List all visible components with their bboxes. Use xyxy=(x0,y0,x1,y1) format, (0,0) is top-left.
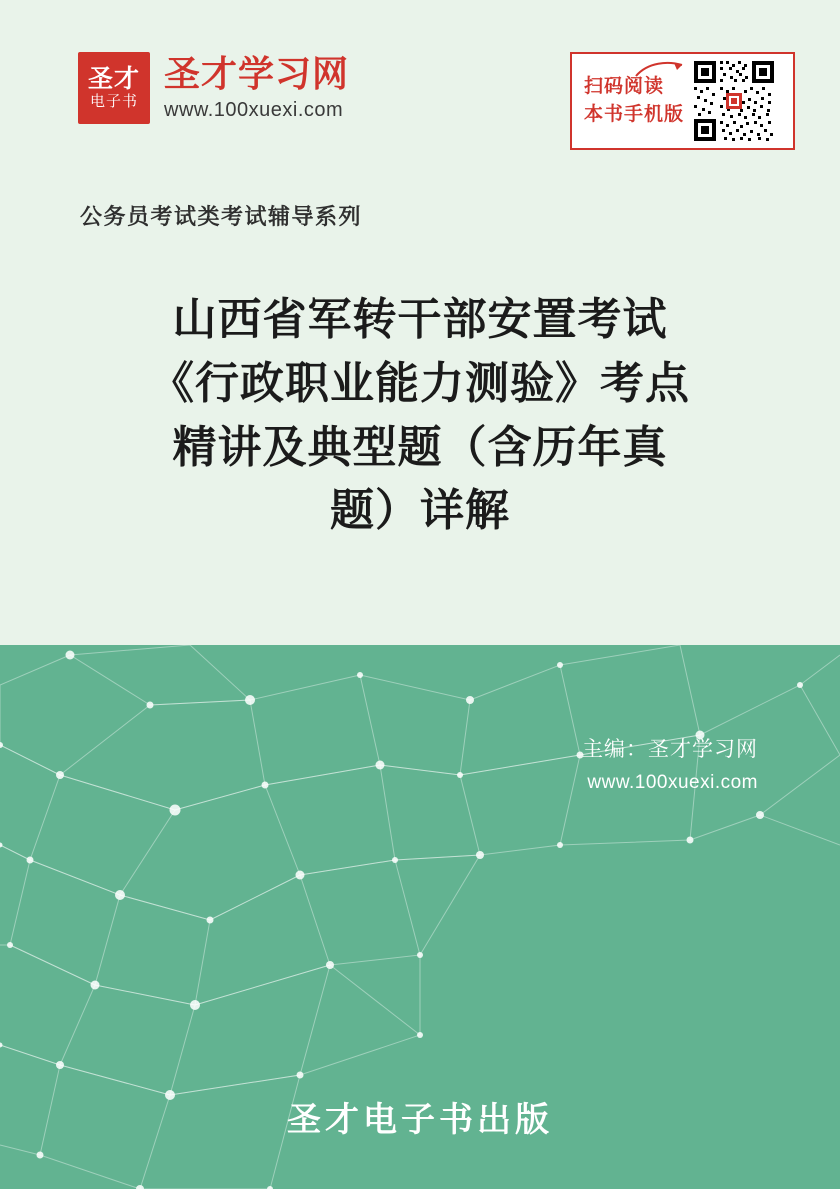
title-line-4: 题）详解 xyxy=(330,486,510,536)
qr-promo-line1: 扫码阅读 xyxy=(584,75,665,97)
publisher-name: 圣才电子书出版 xyxy=(287,1102,553,1139)
author-info xyxy=(582,733,758,799)
page-title xyxy=(70,288,770,543)
logo-mark-icon xyxy=(78,52,150,124)
brand-logo xyxy=(78,52,349,124)
qr-code-icon xyxy=(692,59,776,143)
author-editor: 主编：圣才学习网 xyxy=(582,738,758,761)
logo-mark-line1: 圣才 xyxy=(87,65,140,93)
author-url: www.100xuexi.com xyxy=(587,771,758,793)
title-line-2: 《行政职业能力测验》考点 xyxy=(150,358,690,408)
brand-site-name: 圣才学习网 xyxy=(164,52,350,94)
title-line-3: 精讲及典型题（含历年真 xyxy=(172,422,668,472)
cover-bottom-section xyxy=(0,645,840,1189)
qr-promo-line2: 本书手机版 xyxy=(584,104,685,125)
brand-text xyxy=(164,53,349,123)
curved-arrow-icon xyxy=(634,60,686,78)
logo-mark-line2: 电子书 xyxy=(89,93,138,111)
qr-promo-text xyxy=(572,73,690,130)
title-line-1: 山西省军转干部安置考试 xyxy=(172,295,668,344)
series-label: 公务员考试类考试辅导系列 xyxy=(80,204,363,229)
brand-site-url: www.100xuexi.com xyxy=(164,99,344,122)
qr-promo-box[interactable] xyxy=(570,52,795,150)
